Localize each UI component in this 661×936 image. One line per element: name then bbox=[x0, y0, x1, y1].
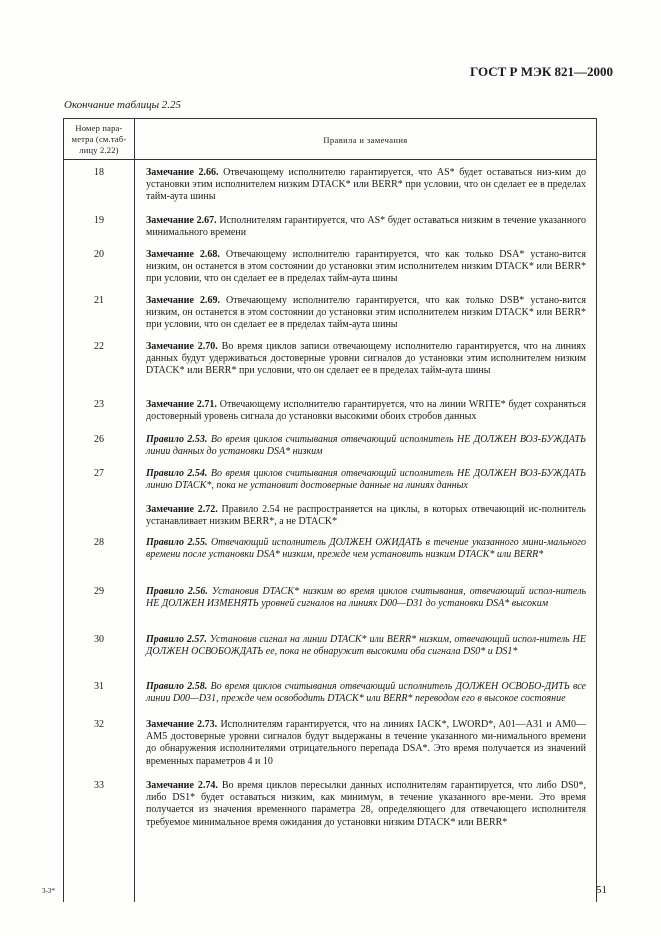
body-text: Во время циклов пересылки данных исполнителям гарантируется, что либо DS0*, либо DS1* будет оставаться низким, как минимум, в течение указанного вре-мени. Это время получается из значения временного параметра 28, определяющего для отвечающего исполнителя требуемое минимальное время ожидания до установки низким DTACK* или BERR* bbox=[146, 780, 586, 828]
parameter-number: 19 bbox=[94, 215, 104, 226]
rule-text bbox=[146, 537, 586, 561]
note-title: Замечание 2.70. bbox=[146, 341, 218, 352]
body-text: Отвечающему исполнителю гарантируется, что AS* будет оставаться низ-ким до установки этим исполнителем низким DTACK* или BERR* при условии, что он сделает ее в пределах тайм-аута шины bbox=[146, 167, 586, 203]
body-text: Во время циклов считывания отвечающий исполнитель ДОЛЖЕН ОСВОБО-ДИТЬ все линии D00—D31, прежде чем освободить DTACK* или BERR* переводом его в высокое состояние bbox=[146, 681, 586, 705]
body-text: Во время циклов считывания отвечающий исполнитель НЕ ДОЛЖЕН ВОЗ-БУЖДАТЬ линию DTACK*, пока не установит достоверные данные на линиях данных bbox=[146, 468, 586, 492]
note-title: Замечание 2.67. bbox=[146, 215, 217, 226]
note-text bbox=[146, 295, 586, 332]
rule-text bbox=[146, 434, 586, 458]
body-text: Исполнителям гарантируется, что на линиях IACK*, LWORD*, A01—A31 и AM0—AM5 достоверные уровни сигналов будут выдержаны в течение указанного ми-нимального времени до обнаружения исполнителями отрицательного перепада DSA*. Это время получается из значений временных параметров 4 и 10 bbox=[146, 719, 586, 767]
document-code: ГОСТ Р МЭК 821—2000 bbox=[470, 64, 613, 79]
parameter-number: 27 bbox=[94, 468, 104, 479]
body-text: Установив сигнал на линии DTACK* или BERR* низким, отвечающий испол-нитель НЕ ДОЛЖЕН ОСВОБОЖДАТЬ ее, пока не обнаружит высокими оба сигнала DS0* и DS1* bbox=[146, 634, 586, 658]
note-text bbox=[146, 215, 586, 239]
parameter-number: 21 bbox=[94, 295, 104, 306]
note-title: Замечание 2.74. bbox=[146, 780, 218, 791]
parameter-number: 18 bbox=[94, 167, 104, 178]
parameter-number: 23 bbox=[94, 399, 104, 410]
note-text bbox=[146, 167, 586, 204]
rule-title: Правило 2.53. bbox=[146, 434, 208, 445]
body-text: Отвечающему исполнителю гарантируется, что как только DSB* устано-вится низким, он останется в этом состоянии до установки этим исполнителем низким DTACK* или BERR* при условии, что он сделает ее в пределах тайм-аута шины bbox=[146, 295, 586, 331]
rule-text bbox=[146, 586, 586, 610]
body-text: Исполнителям гарантируется, что AS* будет оставаться низким в течение указанного минимального времени bbox=[146, 215, 586, 239]
body-text: Отвечающему исполнителю гарантируется, что как только DSA* устано-вится низким, он останется в этом состоянии до установки этим исполнителем низким DTACK* или BERR* при условии, что он сделает ее в пределах тайм-аута шины bbox=[146, 249, 586, 285]
note-text bbox=[146, 341, 586, 378]
note-text bbox=[146, 719, 586, 768]
rule-title: Правило 2.55. bbox=[146, 537, 208, 548]
parameter-number: 26 bbox=[94, 434, 104, 445]
rule-text bbox=[146, 634, 586, 658]
sheet-mark: 3-3* bbox=[42, 887, 55, 895]
body-text: Отвечающему исполнителю гарантируется, что на линии WRITE* будет сохраняться достоверный уровень сигнала до установки высокими обоих стробов данных bbox=[146, 399, 586, 423]
note-title: Замечание 2.72. bbox=[146, 504, 218, 515]
parameter-number: 22 bbox=[94, 341, 104, 352]
rule-text bbox=[146, 468, 586, 492]
page-number: 51 bbox=[596, 884, 607, 896]
rule-title: Правило 2.56. bbox=[146, 586, 208, 597]
body-text: Во время циклов считывания отвечающий исполнитель НЕ ДОЛЖЕН ВОЗ-БУЖДАТЬ линии данных до установки DSA* низким bbox=[146, 434, 586, 458]
note-text bbox=[146, 249, 586, 286]
body-text: Правило 2.54 не распространяется на циклы, в которых отвечающий ис-полнитель устанавливает низким BERR*, а не DTACK* bbox=[146, 504, 586, 528]
note-text bbox=[146, 399, 586, 423]
parameter-number: 20 bbox=[94, 249, 104, 260]
note-text bbox=[146, 504, 586, 528]
column-header-number: Номер пара- метра (см.таб- лицу 2.22) bbox=[71, 123, 127, 155]
parameter-number: 30 bbox=[94, 634, 104, 645]
body-text: Во время циклов записи отвечающему исполнителю гарантируется, что на линиях данных будут удерживаться достоверные уровни сигналов до установки этим исполнителем низким DTACK* или BERR* при условии, что он сделает ее в пределах тайм-аута шины bbox=[146, 341, 586, 377]
column-divider bbox=[134, 119, 135, 902]
table-caption: Окончание таблицы 2.25 bbox=[64, 99, 182, 111]
parameter-number: 31 bbox=[94, 681, 104, 692]
note-title: Замечание 2.68. bbox=[146, 249, 220, 260]
rule-title: Правило 2.54. bbox=[146, 468, 208, 479]
parameter-number: 32 bbox=[94, 719, 104, 730]
parameter-number: 33 bbox=[94, 780, 104, 791]
note-title: Замечание 2.73. bbox=[146, 719, 218, 730]
body-text: Отвечающий исполнитель ДОЛЖЕН ОЖИДАТЬ в течение указанного мини-мального времени после установки DSA* низким, прежде чем установить низким DTACK* или BERR* bbox=[146, 537, 587, 561]
rule-title: Правило 2.57. bbox=[146, 634, 207, 645]
column-header-rules: Правила и замечания bbox=[323, 135, 408, 145]
note-title: Замечание 2.69. bbox=[146, 295, 220, 306]
note-title: Замечание 2.71. bbox=[146, 399, 217, 410]
parameter-number: 29 bbox=[94, 586, 104, 597]
rules-table bbox=[63, 118, 597, 902]
note-title: Замечание 2.66. bbox=[146, 167, 219, 178]
rule-title: Правило 2.58. bbox=[146, 681, 208, 692]
note-text bbox=[146, 780, 586, 829]
rule-text bbox=[146, 681, 586, 705]
header-divider bbox=[64, 159, 596, 160]
body-text: Установив DTACK* низким во время циклов считывания, отвечающий испол-нитель НЕ ДОЛЖЕН ИЗМЕНЯТЬ уровней сигналов на линиях D00—D31 до установки DSA* высоким bbox=[146, 586, 586, 610]
parameter-number: 28 bbox=[94, 537, 104, 548]
